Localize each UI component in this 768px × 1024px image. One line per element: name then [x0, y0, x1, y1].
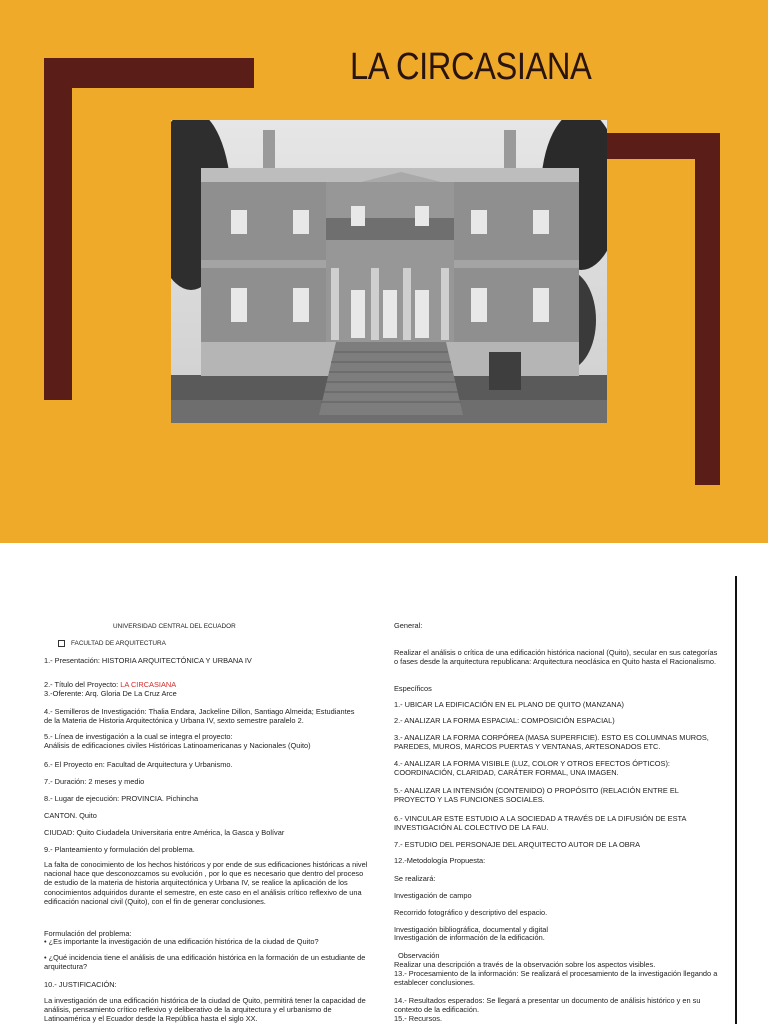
place: 8.- Lugar de ejecución: PROVINCIA. Pichincha: [44, 794, 199, 803]
offerer: 3.-Oferente: Arq. Gloria De La Cruz Arce: [44, 689, 177, 698]
cover-title: LA CIRCASIANA: [350, 46, 592, 88]
column-divider: [735, 576, 737, 1024]
faculty-label: FACULTAD DE ARQUITECTURA: [71, 640, 166, 647]
expected-results: 14.- Resultados esperados: Se llegará a presentar un documento de análisis histórico y en su contexto de la edificación.: [394, 996, 701, 1015]
problem-text: La falta de conocimiento de los hechos históricos y por ende de sus edificaciones históricas a nivel nacional hace que desconozcamos su evolución , por lo que es necesario que dentro del proceso de estudio de la materia de historia arquitectónica y Urbana IV, se realice la aplicación de los conocimientos adquiridos durante el semestre, en este caso en el análisis crítico reflexivo de una edificación nacional civil (Quito), con el fin de generar conclusiones.: [44, 860, 368, 906]
specific-2: 2.- ANALIZAR LA FORMA ESPACIAL: COMPOSICIÓN ESPACIAL): [394, 716, 615, 725]
observation-heading: Observación: [398, 951, 440, 960]
specific-heading: Específicos: [394, 684, 432, 693]
specific-1: 1.- UBICAR LA EDIFICACIÓN EN EL PLANO DE QUITO (MANZANA): [394, 700, 624, 709]
bottom-right-bar-vertical: [695, 133, 720, 485]
specific-4: 4.- ANALIZAR LA FORMA VISIBLE (LUZ, COLOR Y OTROS EFECTOS ÓPTICOS): COORDINACIÓN, CLARIDAD, CARÁTER FORMAL, UNA IMAGEN.: [394, 759, 670, 778]
top-left-bar-vertical: [44, 58, 72, 400]
specific-7: 7.- ESTUDIO DEL PERSONAJE DEL ARQUITECTO AUTOR DE LA OBRA: [394, 840, 641, 849]
resources: 15.- Recursos.: [394, 1014, 443, 1023]
justification-text: La investigación de una edificación histórica de la ciudad de Quito, permitirá tener la capacidad de análisis, pensamiento crítico reflexivo y deliberativo de la arquitectura y el urbanismo de Latinoamérica y el Ecuador desde la República hasta el siglo XX.: [44, 996, 366, 1024]
presentation: 1.- Presentación: HISTORIA ARQUITECTÓNICA Y URBANA IV: [44, 656, 252, 665]
formulation-heading: Formulación del problema:: [44, 929, 132, 938]
photo-tour: Recorrido fotográfico y descriptivo del espacio.: [394, 908, 548, 917]
project-title: [44, 680, 176, 689]
researchers: 4.- Semilleros de Investigación: Thalia Endara, Jackeline Dillon, Santiago Almeida; Estudiantes de la Materia de Historia Arquitectónica y Urbana IV, sexto semestre paralelo 2.: [44, 707, 355, 726]
project-title-prefix: 2.- Título del Proyecto:: [44, 680, 121, 689]
faculty-name: [58, 639, 166, 648]
project-in: 6.- El Proyecto en: Facultad de Arquitectura y Urbanismo.: [44, 760, 233, 769]
biblio-research: Investigación bibliográfica, documental y digital: [394, 925, 549, 934]
methodology-heading: 12.-Metodología Propuesta:: [394, 856, 486, 865]
specific-3: 3.- ANALIZAR LA FORMA CORPÓREA (MASA SUPERFICIE). ESTO ES COLUMNAS MUROS, PAREDES, MUROS, MARCOS PUERTAS Y VENTANAS, ARTESONADOS ETC.: [394, 733, 709, 752]
research-line-label: 5.- Línea de investigación a la cual se integra el proyecto:: [44, 732, 233, 741]
project-title-value: LA CIRCASIANA: [120, 680, 177, 689]
general-heading: General:: [394, 621, 423, 630]
duration: 7.- Duración: 2 meses y medio: [44, 777, 145, 786]
justification-heading: 10.- JUSTIFICACIÓN:: [44, 980, 117, 989]
checkbox-icon: [58, 640, 65, 647]
will-do: Se realizará:: [394, 874, 436, 883]
top-left-bar-horizontal: [44, 58, 254, 88]
research-line-value: Análisis de edificaciones civiles Históricas Latinoamericanas y Nacionales (Quito): [44, 741, 311, 750]
observation-text: Realizar una descripción a través de la observación sobre los aspectos visibles.: [394, 960, 656, 969]
biblio-research-2: Investigación de información de la edificación.: [394, 933, 545, 942]
canton: CANTON. Quito: [44, 811, 97, 820]
specific-5: 5.- ANALIZAR LA INTENSIÓN (CONTENIDO) O PROPÓSITO (RELACIÓN ENTRE EL PROYECTO Y LAS FUNCIONES SOCIALES.: [394, 786, 679, 805]
building-photo: [171, 120, 607, 423]
processing: 13.- Procesamiento de la información: Se realizará el procesamiento de la investigación llegando a establecer conclusiones.: [394, 969, 718, 988]
city: CIUDAD: Quito Ciudadela Universitaria entre América, la Gasca y Bolívar: [44, 828, 285, 837]
specific-6: 6.- VINCULAR ESTE ESTUDIO A LA SOCIEDAD A TRAVÉS DE LA DIFUSIÓN DE ESTA INVESTIGACIÓN AL COLECTIVO DE LA FAU.: [394, 814, 687, 833]
field-research: Investigación de campo: [394, 891, 472, 900]
question-2: • ¿Qué incidencia tiene el análisis de una edificación histórica en la formación de un estudiante de arquitectura?: [44, 953, 366, 972]
general-text: Realizar el análisis o crítica de una edificación histórica nacional (Quito), secular en sus categorías o fases desde la arquitectura republicana: Arquitectura neoclásica en Quito hasta el Racionalismo.: [394, 648, 718, 667]
question-1: • ¿Es importante la investigación de una edificación histórica de la ciudad de Quito?: [44, 937, 319, 946]
university-name: UNIVERSIDAD CENTRAL DEL ECUADOR: [113, 623, 236, 630]
problem-heading: 9.- Planteamiento y formulación del problema.: [44, 845, 195, 854]
